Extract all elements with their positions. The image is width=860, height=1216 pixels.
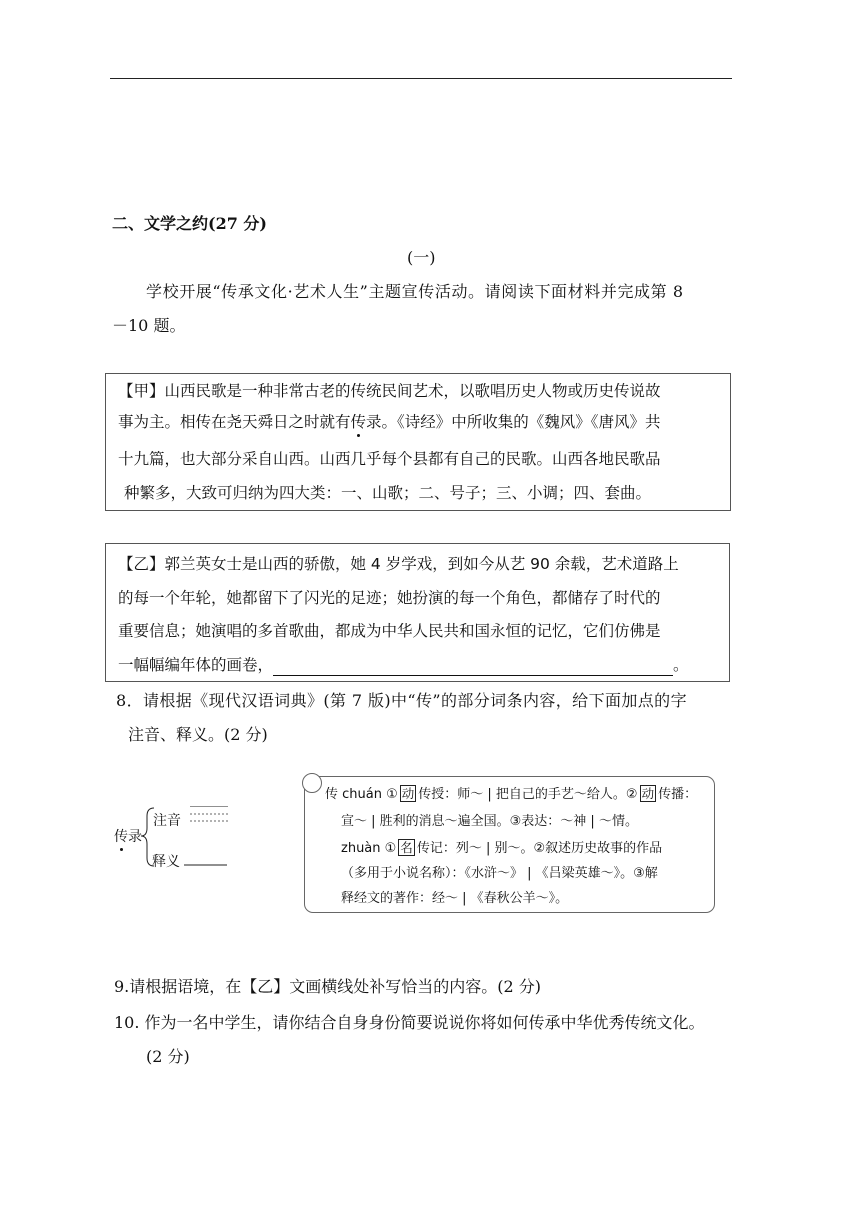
passage-box-yi [105,543,730,682]
passage-yi-line-3: 重要信息；她演唱的多首歌曲，都成为中华人民共和国永恒的记忆，它们仿佛是 [118,622,661,640]
intro-line-1: 学校开展“传承文化·艺术人生”主题宣传活动。请阅读下面材料并完成第 8 [146,282,684,301]
passage-box-jia [105,373,731,511]
question-10-line-2: (2 分) [146,1047,190,1066]
pos-verb-tag: 动 [401,786,415,801]
section-title: 二、文学之约(27 分) [112,214,267,233]
part-label: (一) [407,248,436,267]
dict-line-5: 释经文的著作：经～ | 《春秋公羊～》。 [341,891,569,906]
pos-noun-tag: 名 [400,840,413,855]
answer-blank[interactable] [273,659,673,676]
passage-yi-line-2: 的每一个年轮，她都留下了闪光的足迹；她扮演的每一个角色，都储存了时代的 [118,589,661,607]
question-8-line-1: 8．请根据《现代汉语词典》(第 7 版)中“传”的部分词条内容，给下面加点的字 [116,691,687,710]
passage-jia-line-3: 十九篇，也大部分采自山西。山西几乎每个县都有自己的民歌。山西各地民歌品 [118,450,661,468]
emphasized-char: 传 [350,413,367,431]
passage-jia-line-2: 事为主。相传在尧天舜日之时就有传录。《诗经》中所收集的《魏风》《唐风》共 [118,413,661,431]
question-9: 9.请根据语境，在【乙】文画横线处补写恰当的内容。(2 分) [114,977,542,996]
dict-line-4: （多用于小说名称）：《水浒～》 | 《吕梁英雄～》。③解 [341,866,658,881]
dictionary-entry-card [304,776,715,913]
passage-yi-line-1: 【乙】郭兰英女士是山西的骄傲，她 4 岁学戏，到如今从艺 90 余载，艺术道路上 [118,555,679,573]
pos-verb-tag: 动 [641,786,655,801]
question-10-line-1: 10. 作为一名中学生，请你结合自身身份简要说说你将如何传承中华优秀传统文化。 [114,1013,705,1032]
passage-yi-line-4: 一幅幅编年体的画卷， 。 [118,656,689,674]
passage-jia-line-4: 种繁多，大致可归纳为四大类：一、山歌；二、号子；三、小调；四、套曲。 [124,484,652,502]
question-8-line-2: 注音、释义。(2 分) [128,725,268,744]
mindmap-branch-meaning: 释义 [152,854,180,870]
passage-jia-line-1: 【甲】山西民歌是一种非常古老的传统民间艺术，以歌唱历史人物或历史传说故 [118,382,661,400]
dict-line-2: 宣～ | 胜利的消息～遍全国。③表达：～神 | ～情。 [341,814,638,829]
dict-line-1: 传 chuán ① 动 传授：师～ | 把自己的手艺～给人。② 动 传播： [325,786,698,802]
mindmap-root: 传录 [114,829,142,845]
mindmap-branch-pinyin: 注音 [153,813,181,829]
header-rule [110,78,732,79]
dict-line-3: zhuàn ① 名 传记：列～ | 别～。②叙述历史故事的作品 [341,840,663,856]
card-corner-curl [302,773,322,793]
intro-line-2: －10 题。 [112,316,186,335]
